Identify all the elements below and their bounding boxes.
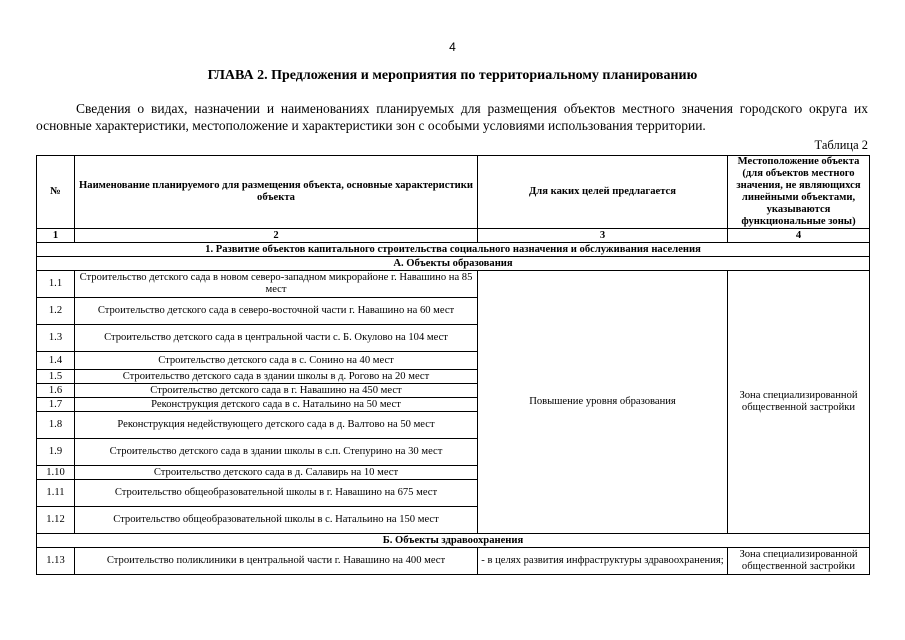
object-name: Строительство детского сада в новом северо-западном микрорайоне г. Навашино на 85 мест: [75, 271, 478, 298]
header-purpose: Для каких целей предлагается: [478, 156, 728, 229]
object-name: Строительство детского сада в северо-восточной части г. Навашино на 60 мест: [75, 298, 478, 325]
section-title: 1. Развитие объектов капитального строительства социального назначения и обслуживания населения: [37, 243, 870, 257]
header-name: Наименование планируемого для размещения объекта, основные характеристики объекта: [75, 156, 478, 229]
object-name: Строительство детского сада в центральной части с. Б. Окулово на 104 мест: [75, 325, 478, 352]
column-number: 2: [75, 229, 478, 243]
table-header-row: [37, 156, 870, 229]
section-row: [37, 243, 870, 257]
row-number: 1.9: [37, 439, 75, 466]
object-name: Строительство детского сада в д. Салавирь на 10 мест: [75, 466, 478, 480]
row-number: 1.3: [37, 325, 75, 352]
row-number: 1.13: [37, 548, 75, 575]
object-location: Зона специализированной общественной застройки: [728, 548, 870, 575]
row-number: 1.10: [37, 466, 75, 480]
column-number: 3: [478, 229, 728, 243]
object-name: Реконструкция недействующего детского сада в д. Валтово на 50 мест: [75, 412, 478, 439]
subsection-row: [37, 257, 870, 271]
row-number: 1.7: [37, 398, 75, 412]
header-location: Местоположение объекта (для объектов местного значения, не являющихся линейными объектами, указываются функциональные зоны): [728, 156, 870, 229]
chapter-title: ГЛАВА 2. Предложения и мероприятия по территориальному планированию: [207, 68, 698, 83]
subsection-title-education: А. Объекты образования: [37, 257, 870, 271]
row-number: 1.11: [37, 480, 75, 507]
table-row: [37, 271, 870, 298]
header-number: №: [37, 156, 75, 229]
object-name: Строительство поликлиники в центральной части г. Навашино на 400 мест: [75, 548, 478, 575]
object-name: Реконструкция детского сада в с. Натальино на 50 мест: [75, 398, 478, 412]
object-purpose: - в целях развития инфраструктуры здравоохранения;: [478, 548, 728, 575]
row-number: 1.12: [37, 507, 75, 534]
row-number: 1.2: [37, 298, 75, 325]
object-name: Строительство детского сада в здании школы в с.п. Степурино на 30 мест: [75, 439, 478, 466]
subsection-row: [37, 534, 870, 548]
table-label: Таблица 2: [814, 138, 868, 152]
row-number: 1.4: [37, 352, 75, 370]
intro-paragraph: Сведения о видах, назначении и наименованиях планируемых для размещения объектов местного значения городского округа их основные характеристики, местоположение и характеристики зон с особыми условиями использования территории.: [36, 101, 868, 133]
object-name: Строительство детского сада в с. Сонино на 40 мест: [75, 352, 478, 370]
education-location: Зона специализированной общественной застройки: [728, 271, 870, 534]
row-number: 1.6: [37, 384, 75, 398]
table-row: [37, 548, 870, 575]
column-number: 1: [37, 229, 75, 243]
object-name: Строительство детского сада в здании школы в д. Рогово на 20 мест: [75, 370, 478, 384]
object-name: Строительство общеобразовательной школы в с. Натальино на 150 мест: [75, 507, 478, 534]
page-number: 4: [449, 40, 456, 54]
education-purpose: Повышение уровня образования: [478, 271, 728, 534]
row-number: 1.5: [37, 370, 75, 384]
row-number: 1.8: [37, 412, 75, 439]
column-numbers-row: [37, 229, 870, 243]
object-name: Строительство общеобразовательной школы в г. Навашино на 675 мест: [75, 480, 478, 507]
object-name: Строительство детского сада в г. Навашино на 450 мест: [75, 384, 478, 398]
planning-table: [36, 155, 870, 575]
subsection-title-health: Б. Объекты здравоохранения: [37, 534, 870, 548]
column-number: 4: [728, 229, 870, 243]
row-number: 1.1: [37, 271, 75, 298]
